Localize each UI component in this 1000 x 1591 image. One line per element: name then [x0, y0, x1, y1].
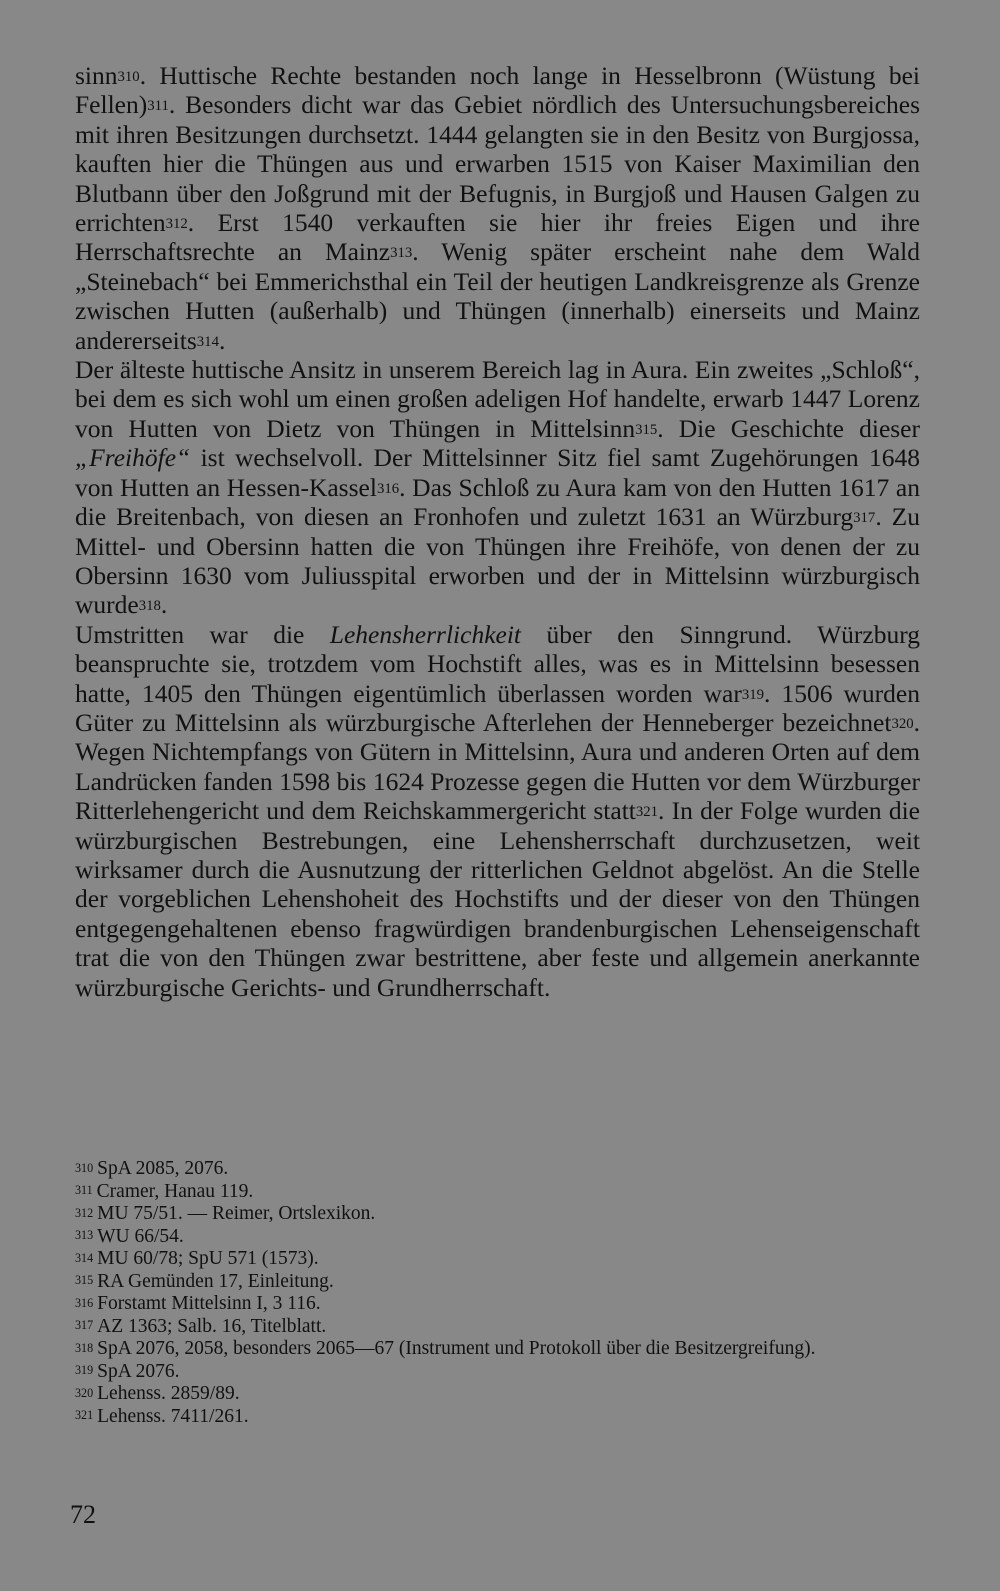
footnote-ref: 320 — [891, 715, 914, 732]
footnote-text: SpA 2076. — [97, 1360, 180, 1382]
text-run: Umstritten war die — [75, 619, 330, 649]
footnote — [75, 1226, 920, 1249]
footnote-ref: 315 — [635, 421, 658, 438]
footnote-number: 310 — [75, 1160, 94, 1175]
footnotes — [75, 1158, 920, 1428]
text-run: . In der Folge wurden die würzburgischen Bestrebungen, eine Lehensherrschaft durchzusetzen, weit wirksamer durch die Ausnutzung der ritterlichen Geldnot abgelöst. An die Stelle der vorgeblichen Lehenshoheit des Hochstifts und der dieser von den Thüngen entgegengehaltenen ebenso fragwürdigen brandenburgischen Lehenseigenschaft trat die von den Thüngen zwar bestrittene, aber feste und allgemein anerkannte würzburgische Gerichts- und Grundherrschaft. — [75, 796, 920, 1002]
text-run: . Wegen Nichtempfangs von Gütern in Mittelsinn, Aura und anderen Orten auf dem Landrücken fanden 1598 bis 1624 Prozesse gegen die Hutten vor dem Würzburger Ritterlehengericht und dem Reichskammergericht statt — [75, 707, 920, 826]
footnote-ref: 316 — [376, 480, 400, 497]
text-run: . Erst 1540 verkauften sie hier ihr freies Eigen und ihre Herrschaftsrechte an Mainz — [75, 208, 920, 267]
footnote-number: 314 — [75, 1250, 94, 1265]
footnote-number: 315 — [75, 1273, 94, 1288]
footnote-ref: 314 — [196, 333, 219, 350]
footnote — [75, 1271, 920, 1294]
page-number: 72 — [70, 1500, 96, 1529]
footnote-text: Lehenss. 7411/261. — [97, 1405, 249, 1427]
footnote — [75, 1316, 920, 1339]
text-run: . — [160, 590, 168, 620]
text-run: . Das Schloß zu Aura kam von den Hutten 1617 an die Breitenbach, von diesen an Fronhofen und zuletzt 1631 an Würzburg — [75, 472, 920, 532]
footnote-text: WU 66/54. — [97, 1225, 184, 1247]
footnote-number: 313 — [75, 1228, 94, 1243]
text-run: . Besonders dicht war das Gebiet nördlich des Untersuchungsbereiches mit ihren Besitzungen durchsetzt. 1444 gelangten sie in den Besitz von Burgjossa, kauften hier die Thüngen aus und erwarben 1515 von Kaiser Maximilian den Blutbann über den Joßgrund mit der Befugnis, in Burgjoß und Hausen Galgen zu errichten — [75, 90, 920, 238]
footnote — [75, 1361, 920, 1384]
footnote — [75, 1338, 920, 1361]
footnote — [75, 1383, 920, 1406]
footnote-ref: 317 — [853, 510, 876, 527]
footnote-ref: 312 — [165, 216, 188, 233]
text-run: . Die Geschichte dieser — [657, 413, 920, 443]
footnote — [75, 1158, 920, 1181]
footnote-ref: 318 — [138, 598, 161, 615]
text-run: . Huttische Rechte bestanden noch lange in Hesselbronn (Wüstung bei Fellen) — [75, 61, 920, 120]
footnote-number: 319 — [75, 1363, 94, 1378]
footnote-text: SpA 2076, 2058, besonders 2065—67 (Instrument und Protokoll über die Besitzergreifung). — [97, 1338, 816, 1359]
footnote-text: Forstamt Mittelsinn I, 3 116. — [97, 1293, 321, 1314]
paragraph — [75, 355, 920, 620]
footnote-text: MU 75/51. — Reimer, Ortslexikon. — [97, 1203, 376, 1224]
footnote — [75, 1181, 920, 1204]
footnote-number: 316 — [75, 1295, 94, 1310]
footnote — [75, 1203, 920, 1226]
text-run: . Zu Mittel- und Obersinn hatten die von Thüngen ihre Freihöfe, von denen der zu Obersinn 1630 vom Juliusspital erworben und der in Mittelsinn würzburgisch wurde — [75, 502, 921, 620]
footnote-number: 318 — [75, 1340, 94, 1355]
footnote-text: Cramer, Hanau 119. — [96, 1180, 254, 1202]
text-run: sinn — [75, 61, 118, 90]
paragraph — [75, 61, 920, 355]
footnote — [75, 1248, 920, 1271]
text-run: . 1506 wurden Güter zu Mittelsinn als würzburgische Afterlehen der Henneberger bezeichnet — [75, 678, 920, 737]
footnote-text: SpA 2085, 2076. — [97, 1158, 229, 1179]
emphasis-text: Lehensherrlichkeit — [329, 619, 521, 649]
footnote-ref: 310 — [117, 69, 140, 86]
footnote-number: 312 — [75, 1205, 94, 1220]
text-run: ist wechselvoll. Der Mittelsinner Sitz fiel samt Zugehörungen 1648 von Hutten an Hessen-Kassel — [75, 443, 920, 502]
footnote-ref: 313 — [390, 245, 413, 262]
text-run: Der älteste huttische Ansitz in unserem Bereich lag in Aura. Ein zweites „Schloß“, bei dem es sich wohl um einen großen adeligen Hof handelte, erwarb 1447 Lorenz von Hutten von Dietz von Thüngen in Mittelsinn — [75, 355, 920, 443]
text-run: . Wenig später erscheint nahe dem Wald „Steinebach“ bei Emmerichsthal ein Teil der heutigen Landkreisgrenze als Grenze zwischen Hutten (außerhalb) und Thüngen (innerhalb) einerseits und Mainz andererseits — [75, 237, 920, 355]
text-run: . — [218, 325, 226, 355]
footnote-text: MU 60/78; SpU 571 (1573). — [97, 1248, 319, 1269]
footnote-number: 321 — [75, 1408, 94, 1423]
footnote-ref: 311 — [147, 98, 169, 115]
footnote-number: 317 — [75, 1318, 94, 1333]
footnote — [75, 1293, 920, 1316]
footnote-text: AZ 1363; Salb. 16, Titelblatt. — [97, 1315, 327, 1337]
footnote-number: 311 — [75, 1183, 93, 1198]
main-text — [75, 61, 920, 1002]
footnote-text: Lehenss. 2859/89. — [97, 1383, 240, 1404]
footnote-ref: 319 — [741, 686, 765, 703]
footnote-ref: 321 — [635, 804, 659, 821]
footnote-number: 320 — [75, 1385, 94, 1400]
text-run: über den Sinngrund. Würzburg beanspruchte sie, trotzdem vom Hochstift alles, was es in Mittelsinn besessen hatte, 1405 den Thüngen eigentümlich überlassen worden war — [75, 619, 920, 708]
footnote — [75, 1406, 920, 1429]
paragraph — [75, 620, 920, 1002]
emphasis-text: „Freihöfe“ — [75, 443, 191, 473]
footnote-text: RA Gemünden 17, Einleitung. — [97, 1270, 334, 1292]
